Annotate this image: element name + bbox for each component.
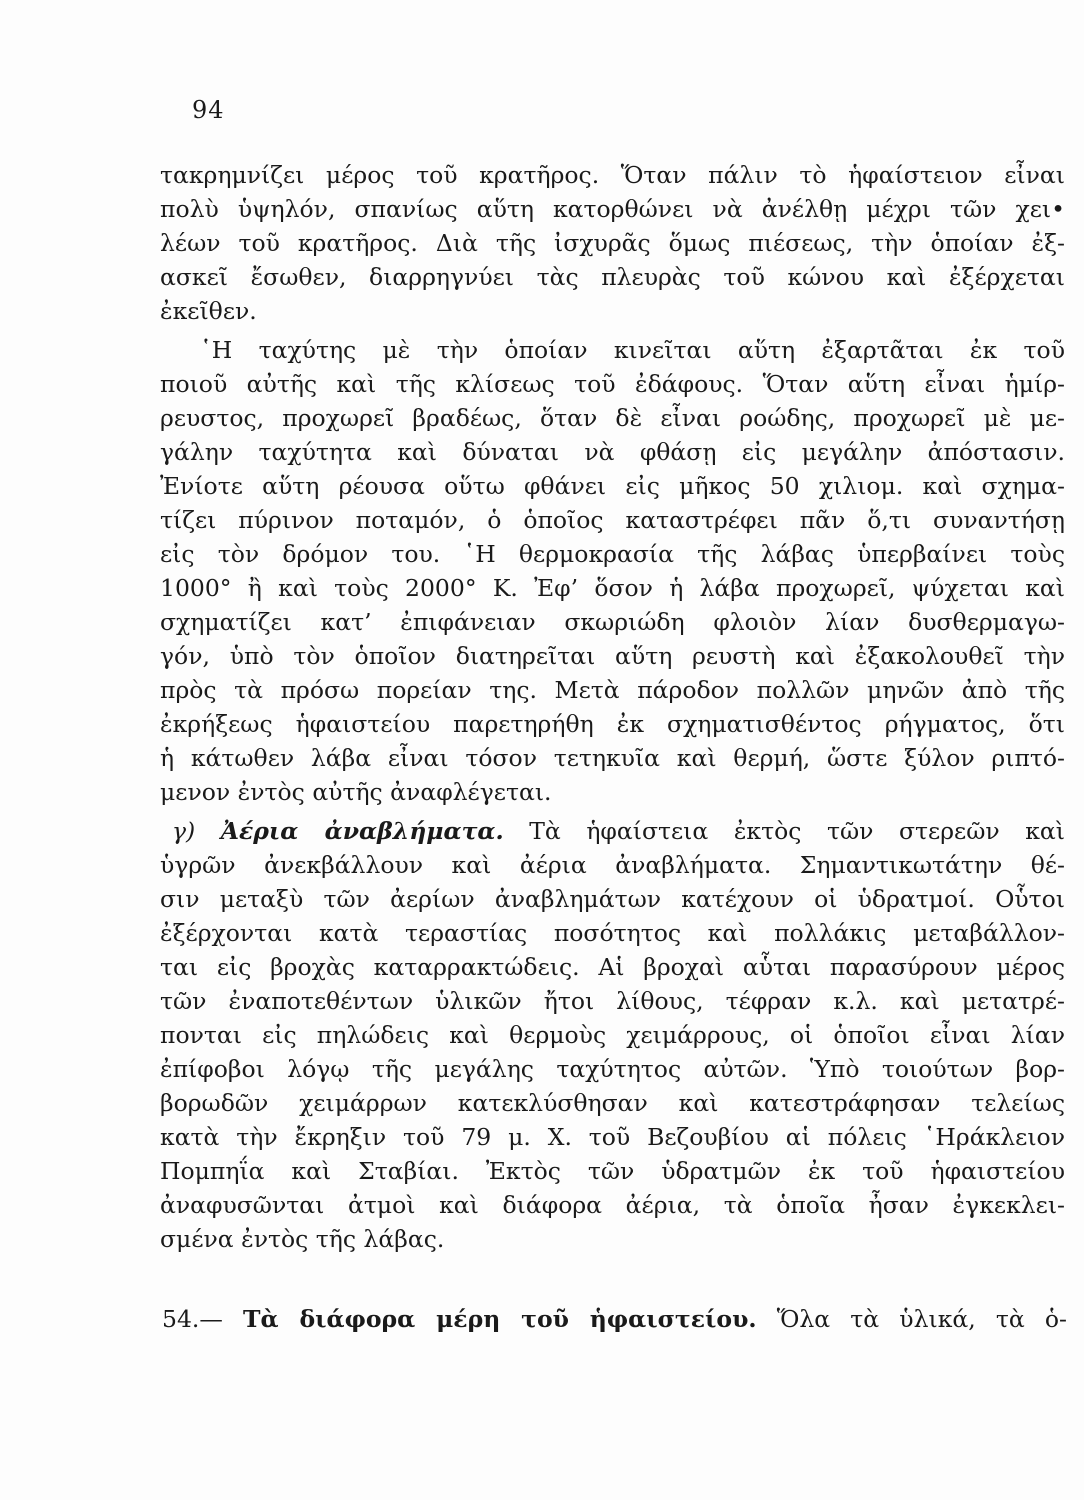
text-line: ται εἰς βροχὰς καταρρακτώδεις. Αἱ βροχαὶ αὗται παρασύρουν μέρος bbox=[160, 953, 1065, 981]
text-line: λέων τοῦ κρατῆρος. Διὰ τῆς ἰσχυρᾶς ὅμως πιέσεως, τὴν ὁποίαν ἐξ- bbox=[160, 229, 1065, 257]
text-line: ὑγρῶν ἀνεκβάλλουν καὶ ἀέρια ἀναβλήματα. Σημαντικωτάτην θέ- bbox=[160, 851, 1065, 879]
text-line: ῾Η ταχύτης μὲ τὴν ὁποίαν κινεῖται αὕτη ἐξαρτᾶται ἐκ τοῦ bbox=[200, 336, 1065, 364]
text-line: 1000° ἢ καὶ τοὺς 2000° Κ. Ἐφ’ ὅσον ἡ λάβα προχωρεῖ, ψύχεται καὶ bbox=[160, 574, 1065, 602]
subsection-heading: Ἀέρια ἀναβλήματα. bbox=[220, 817, 504, 845]
subsection-first-line bbox=[172, 814, 1065, 848]
section-number: 54.— bbox=[162, 1305, 223, 1333]
section-heading-line bbox=[162, 1302, 1067, 1336]
text-line: βορωδῶν χειμάρρων κατεκλύσθησαν καὶ κατεστράφησαν τελείως bbox=[160, 1089, 1065, 1117]
text-line: κατὰ τὴν ἔκρηξιν τοῦ 79 μ. Χ. τοῦ Βεζουβίου αἱ πόλεις ῾Ηράκλειον bbox=[160, 1123, 1065, 1151]
page-number: 94 bbox=[192, 96, 225, 124]
text-line: ποιοῦ αὐτῆς καὶ τῆς κλίσεως τοῦ ἐδάφους. Ὅταν αὕτη εἶναι ἡμίρ- bbox=[160, 370, 1065, 398]
text-line: τῶν ἐναποτεθέντων ὑλικῶν ἤτοι λίθους, τέφραν κ.λ. καὶ μετατρέ- bbox=[160, 987, 1065, 1015]
text-line: ασκεῖ ἔσωθεν, διαρρηγνύει τὰς πλευρὰς τοῦ κώνου καὶ ἐξέρχεται bbox=[160, 263, 1065, 291]
text-line: Ἐνίοτε αὕτη ρέουσα οὕτω φθάνει εἰς μῆκος 50 χιλιομ. καὶ σχημα- bbox=[160, 472, 1065, 500]
text-line: ἐκεῖθεν. bbox=[160, 297, 257, 325]
text-line: μενον ἐντὸς αὐτῆς ἀναφλέγεται. bbox=[160, 778, 552, 806]
section-title: Τὰ διάφορα μέρη τοῦ ἡφαιστείου. bbox=[243, 1305, 757, 1333]
subsection-marker: γ) bbox=[172, 817, 196, 845]
section-text: Ὅλα τὰ ὑλικά, τὰ ὁ- bbox=[776, 1305, 1067, 1333]
text-line: ἡ κάτωθεν λάβα εἶναι τόσον τετηκυῖα καὶ θερμή, ὥστε ξύλον ριπτό- bbox=[160, 744, 1065, 772]
text-line: πονται εἰς πηλώδεις καὶ θερμοὺς χειμάρρους, οἱ ὁποῖοι εἶναι λίαν bbox=[160, 1021, 1065, 1049]
text-line: ρευστος, προχωρεῖ βραδέως, ὅταν δὲ εἶναι ροώδης, προχωρεῖ μὲ με- bbox=[160, 404, 1065, 432]
text-line: ἐξέρχονται κατὰ τεραστίας ποσότητος καὶ πολλάκις μεταβάλλον- bbox=[160, 919, 1065, 947]
text-line: πολὺ ὑψηλόν, σπανίως αὕτη κατορθώνει νὰ ἀνέλθῃ μέχρι τῶν χει• bbox=[160, 195, 1065, 223]
text-line: πρὸς τὰ πρόσω πορείαν της. Μετὰ πάροδον πολλῶν μηνῶν ἀπὸ τῆς bbox=[160, 676, 1065, 704]
text-line: σιν μεταξὺ τῶν ἀερίων ἀναβλημάτων κατέχουν οἱ ὑδρατμοί. Οὗτοι bbox=[160, 885, 1065, 913]
text-line: σχηματίζει κατ’ ἐπιφάνειαν σκωριώδη φλοιὸν λίαν δυσθερμαγω- bbox=[160, 608, 1065, 636]
text-line: τίζει πύρινον ποταμόν, ὁ ὁποῖος καταστρέφει πᾶν ὅ,τι συναντήσῃ bbox=[160, 506, 1065, 534]
text-line: ἐκρήξεως ἡφαιστείου παρετηρήθη ἐκ σχηματισθέντος ρήγματος, ὅτι bbox=[160, 710, 1065, 738]
text-line: Πομπηΐα καὶ Σταβίαι. Ἐκτὸς τῶν ὑδρατμῶν ἐκ τοῦ ἡφαιστείου bbox=[160, 1157, 1065, 1185]
text-line: σμένα ἐντὸς τῆς λάβας. bbox=[160, 1225, 445, 1253]
text-line: εἰς τὸν δρόμον του. ῾Η θερμοκρασία τῆς λάβας ὑπερβαίνει τοὺς bbox=[160, 540, 1065, 568]
text-line: τακρημνίζει μέρος τοῦ κρατῆρος. Ὅταν πάλιν τὸ ἡφαίστειον εἶναι bbox=[160, 161, 1065, 189]
subsection-text: Τὰ ἡφαίστεια ἐκτὸς τῶν στερεῶν καὶ bbox=[529, 817, 1065, 845]
text-line: ἀναφυσῶνται ἀτμοὶ καὶ διάφορα ἀέρια, τὰ ὁποῖα ἦσαν ἐγκεκλει- bbox=[160, 1191, 1065, 1219]
text-line: ἐπίφοβοι λόγῳ τῆς μεγάλης ταχύτητος αὐτῶν. Ὑπὸ τοιούτων βορ- bbox=[160, 1055, 1065, 1083]
text-line: γάλην ταχύτητα καὶ δύναται νὰ φθάσῃ εἰς μεγάλην ἀπόστασιν. bbox=[160, 438, 1065, 466]
text-line: γόν, ὑπὸ τὸν ὁποῖον διατηρεῖται αὕτη ρευστὴ καὶ ἐξακολουθεῖ τὴν bbox=[160, 642, 1065, 670]
